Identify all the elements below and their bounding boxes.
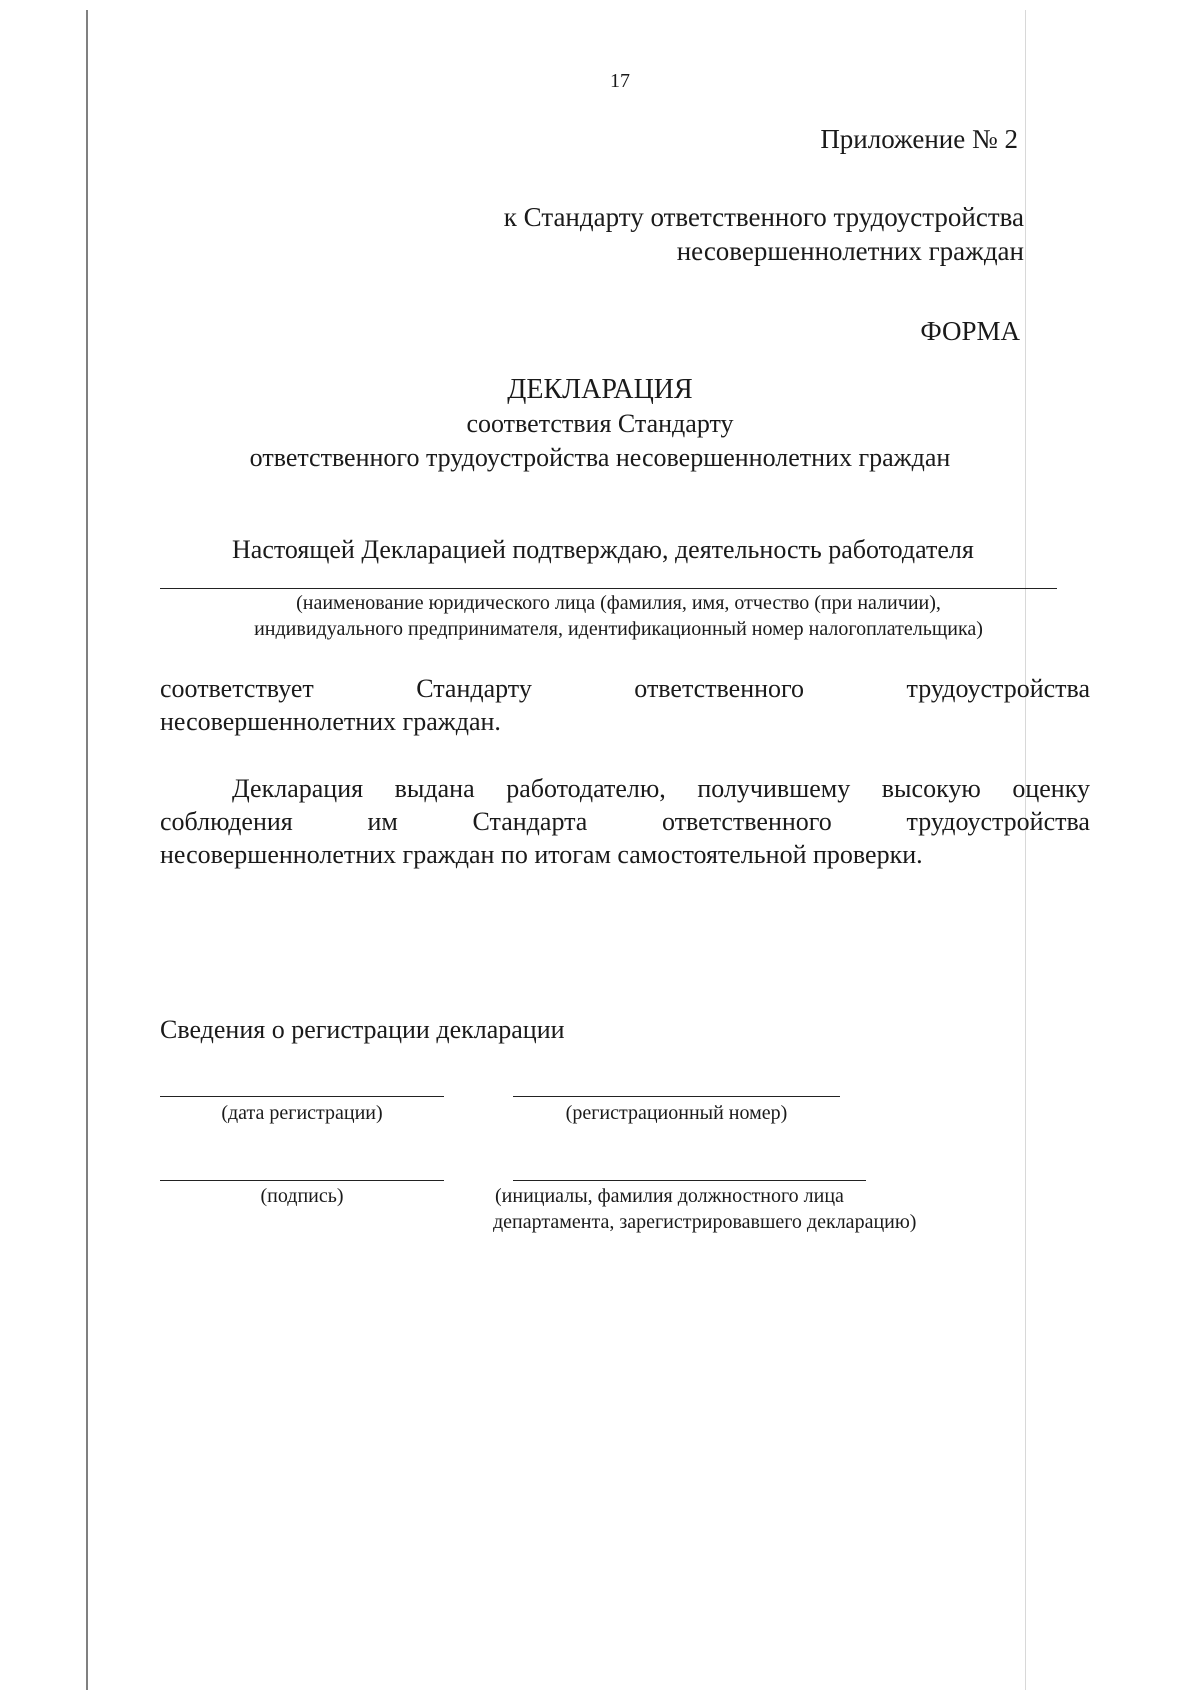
word: оценку [1012, 774, 1090, 803]
paragraph-confirmation: Настоящей Декларацией подтверждаю, деятельность работодателя [232, 535, 974, 564]
word: высокую [881, 774, 981, 803]
word: трудоустройства [906, 807, 1090, 836]
word: Декларация [232, 774, 364, 803]
official-caption-line1: (инициалы, фамилия должностного лица [495, 1185, 844, 1207]
word: Стандарта [472, 807, 588, 836]
word: им [367, 807, 398, 836]
word: ответственного [662, 807, 832, 836]
signature-blank-line [160, 1180, 444, 1181]
date-caption: (дата регистрации) [221, 1102, 383, 1124]
paragraph-issued-line2 [160, 805, 1090, 838]
paragraph-compliance [160, 672, 1090, 738]
word: получившему [697, 774, 851, 803]
official-caption [493, 1183, 916, 1235]
regnum-blank-line [513, 1096, 840, 1097]
date-blank-line [160, 1096, 444, 1097]
appendix-subtitle-line2: несовершеннолетних граждан [676, 236, 1024, 266]
word: соблюдения [160, 807, 293, 836]
declaration-subtitle-line2: ответственного трудоустройства несовершеннолетних граждан [249, 443, 951, 472]
employer-name-caption [160, 590, 1077, 642]
paragraph-issued [160, 772, 1090, 871]
employer-name-caption-line1: (наименование юридического лица (фамилия, имя, отчество (при наличии), [296, 592, 941, 614]
registration-title: Сведения о регистрации декларации [160, 1015, 565, 1044]
appendix-title: Приложение № 2 [820, 124, 1018, 154]
official-caption-line2: департамента, зарегистрировавшего декларацию) [493, 1211, 917, 1233]
word: работодателю, [506, 774, 666, 803]
employer-name-blank-line [160, 588, 1057, 589]
word: ответственного [634, 674, 805, 703]
word: соответствует [160, 674, 314, 703]
word: выдана [394, 774, 475, 803]
paragraph-issued-line3: несовершеннолетних граждан по итогам самостоятельной проверки. [160, 840, 923, 869]
paragraph-compliance-line1 [160, 672, 1090, 705]
word: трудоустройства [906, 674, 1090, 703]
appendix-subtitle-line1: к Стандарту ответственного трудоустройства [503, 202, 1024, 232]
employer-name-caption-line2: индивидуального предпринимателя, идентификационный номер налогоплательщика) [254, 618, 983, 640]
declaration-subtitle-line1: соответствия Стандарту [466, 409, 734, 438]
paragraph-issued-line1 [160, 772, 1090, 805]
declaration-heading [0, 373, 1200, 475]
word: Стандарту [416, 674, 532, 703]
regnum-caption: (регистрационный номер) [565, 1102, 788, 1124]
official-blank-line [513, 1180, 866, 1181]
scan-edge-left [86, 10, 88, 1690]
form-label: ФОРМА [920, 316, 1020, 346]
appendix-subtitle [504, 200, 1024, 268]
signature-caption: (подпись) [260, 1185, 344, 1207]
declaration-title: ДЕКЛАРАЦИЯ [507, 374, 693, 405]
page-number: 17 [610, 70, 630, 92]
paragraph-compliance-line2: несовершеннолетних граждан. [160, 707, 501, 736]
